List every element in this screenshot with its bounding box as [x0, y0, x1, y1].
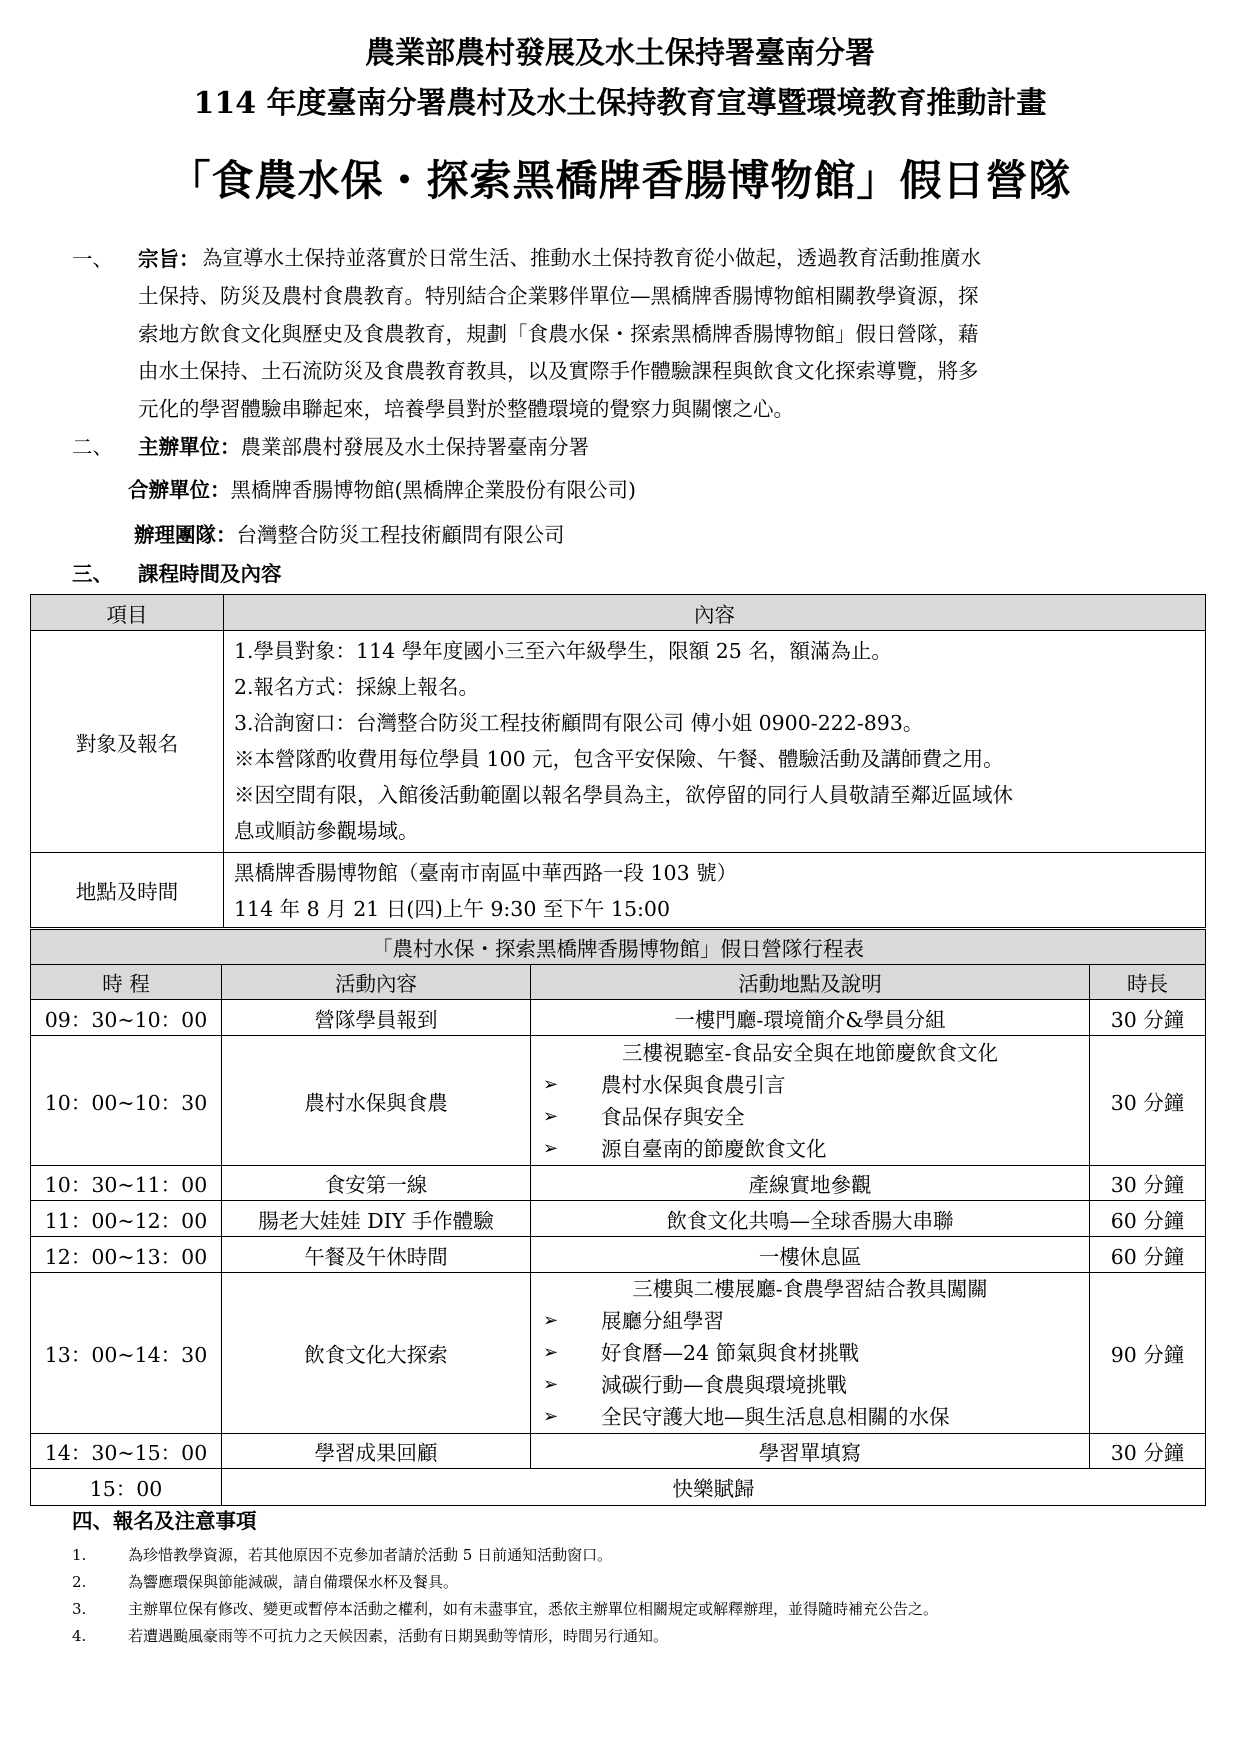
note-text: 為響應環保與節能減碳，請自備環保水杯及餐具。	[128, 1573, 459, 1591]
team-value: 台灣整合防災工程技術顧問有限公司	[236, 523, 565, 547]
row-activity: 飲食文化大探索	[222, 1273, 531, 1434]
bullet-item	[531, 1305, 1089, 1337]
row-activity: 快樂賦歸	[222, 1469, 1206, 1506]
place-row	[31, 853, 1206, 928]
target-line: ※因空間有限，入館後活動範圍以報名學員為主，欲停留的同行人員敬請至鄰近區域休	[234, 783, 1013, 807]
schedule-row	[31, 1469, 1206, 1506]
section3-number: 三、	[72, 562, 113, 586]
header-line1: 農業部農村發展及水土保持署臺南分署	[365, 36, 875, 71]
row-time: 10：00~10：30	[31, 1036, 222, 1166]
section1-line: 元化的學習體驗串聯起來，培養學員對於整體環境的覺察力與關懷之心。	[138, 396, 794, 421]
note-number: 4.	[72, 1627, 87, 1645]
bullet-item	[531, 1337, 1089, 1369]
row-activity: 農村水保與食農	[222, 1036, 531, 1166]
page-title: 「食農水保・探索黑橋牌香腸博物館」假日營隊	[168, 156, 1072, 205]
bullet-item	[531, 1069, 1089, 1101]
schedule-header-duration: 時長	[1090, 965, 1206, 1000]
organizer-value: 農業部農村發展及水土保持署臺南分署	[240, 435, 589, 459]
section1-line: 索地方飲食文化與歷史及食農教育，規劃「食農水保・探索黑橋牌香腸博物館」假日營隊，藉	[138, 321, 979, 346]
schedule-row	[31, 1237, 1206, 1273]
row-activity: 食安第一線	[222, 1166, 531, 1201]
arrow-bullet-icon: ➢	[543, 1310, 559, 1331]
team-label: 辦理團隊：	[134, 523, 237, 547]
schedule-row	[31, 1434, 1206, 1469]
schedule-header-row	[31, 965, 1206, 1000]
bullet-text: 減碳行動—食農與環境挑戰	[601, 1373, 847, 1397]
row-place: 一樓休息區	[531, 1237, 1090, 1273]
bullet-item	[531, 1401, 1089, 1433]
row-duration: 30 分鐘	[1090, 1434, 1206, 1469]
row-time: 13：00~14：30	[31, 1273, 222, 1434]
note-number: 1.	[72, 1546, 87, 1564]
row-duration: 60 分鐘	[1090, 1201, 1206, 1237]
row-activity: 學習成果回顧	[222, 1434, 531, 1469]
section1-paragraph	[138, 240, 1158, 278]
schedule-header-place: 活動地點及說明	[531, 965, 1090, 1000]
place-line: 黑橋牌香腸博物館（臺南市南區中華西路一段 103 號）	[234, 861, 738, 885]
bullet-text: 好食曆—24 節氣與食材挑戰	[601, 1341, 860, 1365]
row-activity: 腸老大娃娃 DIY 手作體驗	[222, 1201, 531, 1237]
note-item	[72, 1542, 938, 1569]
arrow-bullet-icon: ➢	[543, 1105, 559, 1127]
note-item	[72, 1569, 938, 1596]
row-time: 11：00~12：00	[31, 1201, 222, 1237]
notes-list	[72, 1542, 938, 1650]
schedule-row	[31, 1036, 1206, 1166]
bullet-text: 全民守護大地—與生活息息相關的水保	[601, 1405, 950, 1429]
row-place: 一樓門廳-環境簡介&學員分組	[531, 1000, 1090, 1036]
co-organizer-row	[128, 471, 636, 509]
place-label: 地點及時間	[31, 853, 224, 928]
target-row	[31, 631, 1206, 853]
section1-number: 一、	[72, 247, 113, 271]
row-place-list	[531, 1036, 1090, 1166]
row-duration: 30 分鐘	[1090, 1036, 1206, 1166]
arrow-bullet-icon: ➢	[543, 1374, 559, 1395]
row-place: 三樓與二樓展廳-食農學習結合教具闖關	[632, 1277, 988, 1301]
schedule-table	[30, 929, 1206, 1506]
schedule-header-activity: 活動內容	[222, 965, 531, 1000]
arrow-bullet-icon: ➢	[543, 1073, 559, 1095]
section1-label: 宗旨：	[138, 247, 200, 271]
row-duration: 30 分鐘	[1090, 1000, 1206, 1036]
section2-number: 二、	[72, 435, 113, 459]
bullet-item	[531, 1369, 1089, 1401]
section1-line: 為宣導水土保持並落實於日常生活、推動水土保持教育從小做起，透過教育活動推廣水	[202, 246, 981, 270]
row-place: 產線實地參觀	[531, 1166, 1090, 1201]
arrow-bullet-icon: ➢	[543, 1137, 559, 1159]
target-line: 3.洽詢窗口：台灣整合防災工程技術顧問有限公司 傅小姐 0900-222-893。	[234, 711, 924, 735]
section4-title: 四、報名及注意事項	[72, 1509, 257, 1533]
schedule-row	[31, 1166, 1206, 1201]
note-item	[72, 1623, 938, 1650]
bullet-item	[531, 1101, 1089, 1133]
target-line: ※本營隊酌收費用每位學員 100 元，包含平安保險、午餐、體驗活動及講師費之用。	[234, 747, 1004, 771]
target-line: 2.報名方式：採線上報名。	[234, 675, 480, 699]
schedule-header-time: 時 程	[31, 965, 222, 1000]
note-text: 若遭遇颱風豪雨等不可抗力之天候因素，活動有日期異動等情形，時間另行通知。	[128, 1627, 669, 1645]
row-place: 三樓視聽室-食品安全與在地節慶飲食文化	[622, 1040, 998, 1065]
bullet-text: 源自臺南的節慶飲食文化	[601, 1136, 827, 1161]
bullet-item	[531, 1133, 1089, 1165]
note-number: 3.	[72, 1600, 87, 1618]
note-item	[72, 1596, 938, 1623]
schedule-title: 「農村水保・探索黑橋牌香腸博物館」假日營隊行程表	[31, 930, 1206, 965]
row-activity: 午餐及午休時間	[222, 1237, 531, 1273]
row-place: 飲食文化共鳴—全球香腸大串聯	[531, 1201, 1090, 1237]
row-time: 14：30~15：00	[31, 1434, 222, 1469]
row-duration: 90 分鐘	[1090, 1273, 1206, 1434]
note-number: 2.	[72, 1573, 87, 1591]
header-content: 內容	[224, 595, 1206, 631]
place-line: 114 年 8 月 21 日(四)上午 9:30 至下午 15:00	[234, 897, 670, 921]
bullet-text: 展廳分組學習	[601, 1309, 724, 1333]
arrow-bullet-icon: ➢	[543, 1406, 559, 1427]
section1-cont	[138, 278, 1158, 428]
row-time: 09：30~10：00	[31, 1000, 222, 1036]
organizer-row	[138, 428, 589, 466]
note-text: 主辦單位保有修改、變更或暫停本活動之權利，如有未盡事宜，悉依主辦單位相關規定或解釋辦理，並得隨時補充公告之。	[128, 1600, 939, 1618]
bullet-text: 農村水保與食農引言	[601, 1072, 786, 1097]
section1-line: 土保持、防災及農村食農教育。特別結合企業夥伴單位—黑橋牌香腸博物館相關教學資源，探	[138, 284, 979, 308]
target-label: 對象及報名	[31, 631, 224, 853]
note-text: 為珍惜教學資源，若其他原因不克參加者請於活動 5 日前通知活動窗口。	[128, 1546, 613, 1564]
course-table	[30, 594, 1206, 928]
schedule-title-row	[31, 930, 1206, 965]
row-time: 12：00~13：00	[31, 1237, 222, 1273]
course-table-header	[31, 595, 1206, 631]
row-time: 15：00	[31, 1469, 222, 1506]
row-activity: 營隊學員報到	[222, 1000, 531, 1036]
schedule-row	[31, 1273, 1206, 1434]
schedule-row	[31, 1000, 1206, 1036]
target-line: 1.學員對象：114 學年度國小三至六年級學生，限額 25 名，額滿為止。	[234, 639, 892, 663]
section1-line: 由水土保持、土石流防災及食農教育教具，以及實際手作體驗課程與飲食文化探索導覽，將多	[138, 359, 979, 383]
co-organizer-value: 黑橋牌香腸博物館(黑橋牌企業股份有限公司)	[230, 478, 636, 502]
row-duration: 30 分鐘	[1090, 1166, 1206, 1201]
organizer-label: 主辦單位：	[138, 435, 241, 459]
target-content	[224, 631, 1206, 853]
header-item: 項目	[31, 595, 224, 631]
row-duration: 60 分鐘	[1090, 1237, 1206, 1273]
header-line2: 114 年度臺南分署農村及水土保持教育宣導暨環境教育推動計畫	[193, 86, 1047, 121]
row-place: 學習單填寫	[531, 1434, 1090, 1469]
team-row	[134, 516, 565, 554]
row-time: 10：30~11：00	[31, 1166, 222, 1201]
bullet-text: 食品保存與安全	[601, 1104, 745, 1129]
arrow-bullet-icon: ➢	[543, 1342, 559, 1363]
row-place-list	[531, 1273, 1090, 1434]
co-organizer-label: 合辦單位：	[128, 478, 231, 502]
section3-title: 課程時間及內容	[138, 562, 282, 586]
schedule-row	[31, 1201, 1206, 1237]
target-line: 息或順訪參觀場域。	[234, 819, 419, 843]
place-content	[224, 853, 1206, 928]
